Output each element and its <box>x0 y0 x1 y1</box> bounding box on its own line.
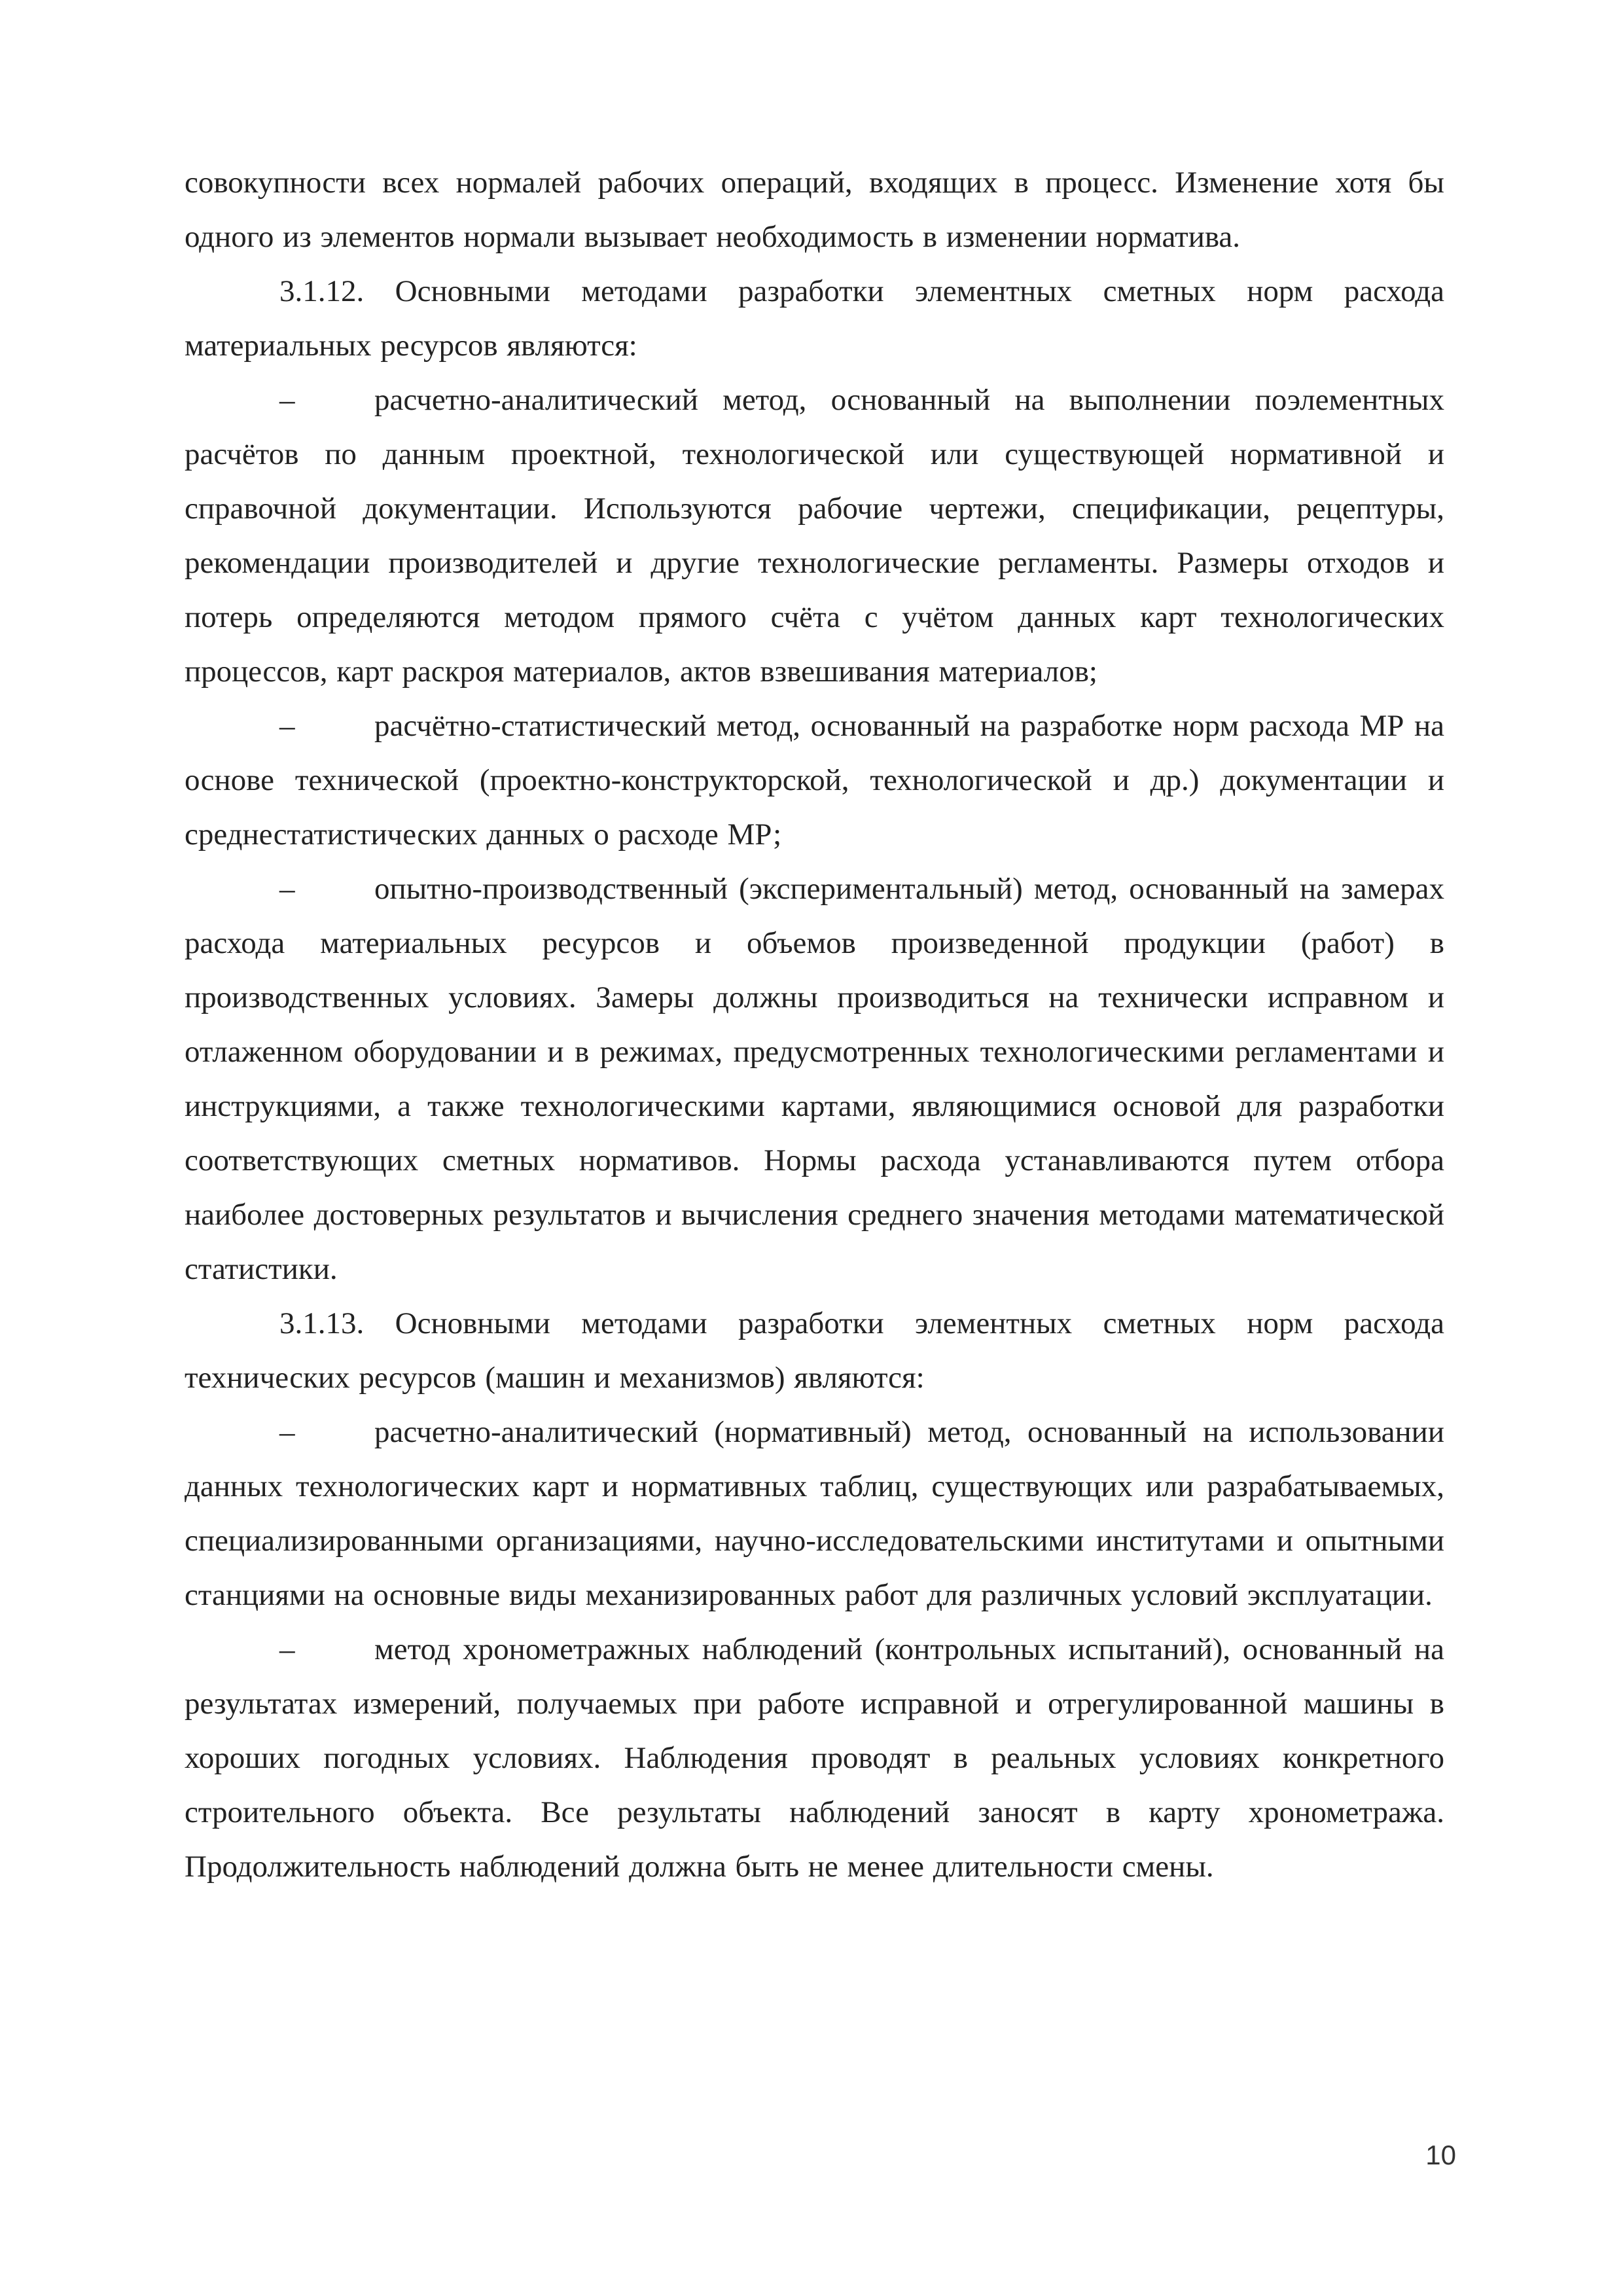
page-number: 10 <box>1425 2140 1456 2170</box>
paragraph-continuation: совокупности всех нормалей рабочих операций, входящих в процесс. Изменение хотя бы одного из элементов нормали вызывает необходимость в изменении норматива. <box>185 166 1444 254</box>
list-dash: – <box>279 709 295 743</box>
document-body <box>185 156 1444 1894</box>
list-item-text: расчетно-аналитический (нормативный) метод, основанный на использовании данных технологических карт и нормативных таблиц, существующих или разрабатываемых, специализированными организациями, научно-исследовательскими институтами и опытными станциями на основные виды механизированных работ для различных условий эксплуатации. <box>185 1415 1444 1612</box>
paragraph-3-1-12: 3.1.12. Основными методами разработки элементных сметных норм расхода материальных ресурсов являются: <box>185 274 1444 363</box>
list-dash: – <box>279 1415 295 1449</box>
list-item-text: метод хронометражных наблюдений (контрольных испытаний), основанный на результатах измерений, получаемых при работе исправной и отрегулированной машины в хороших погодных условиях. Наблюдения проводят в реальных условиях конкретного строительного объекта. Все результаты наблюдений заносят в карту хронометража. Продолжительность наблюдений должна быть не менее длительности смены. <box>185 1632 1444 1884</box>
list-item-calc-analytical-machines <box>185 1405 1444 1623</box>
list-item-timing-observations <box>185 1623 1444 1894</box>
list-item-calc-analytical-materials <box>185 373 1444 699</box>
list-item-text: опытно-производственный (экспериментальный) метод, основанный на замерах расхода материальных ресурсов и объемов произведенной продукции (работ) в производственных условиях. Замеры должны производиться на технически исправном и отлаженном оборудовании и в режимах, предусмотренных технологическими регламентами и инструкциями, а также технологическими картами, являющимися основой для разработки соответствующих сметных нормативов. Нормы расхода устанавливаются путем отбора наиболее достоверных результатов и вычисления среднего значения методами математической статистики. <box>185 872 1444 1286</box>
list-dash: – <box>279 1632 295 1666</box>
list-item-experimental-materials <box>185 862 1444 1297</box>
list-dash: – <box>279 872 295 906</box>
list-dash: – <box>279 383 295 417</box>
list-item-text: расчётно-статистический метод, основанный на разработке норм расхода МР на основе технической (проектно-конструкторской, технологической и др.) документации и среднестатистических данных о расходе МР; <box>185 709 1444 852</box>
list-item-calc-statistical-materials <box>185 699 1444 862</box>
paragraph-3-1-13: 3.1.13. Основными методами разработки элементных сметных норм расхода технических ресурсов (машин и механизмов) являются: <box>185 1306 1444 1395</box>
list-item-text: расчетно-аналитический метод, основанный на выполнении поэлементных расчётов по данным проектной, технологической или существующей нормативной и справочной документации. Используются рабочие чертежи, спецификации, рецептуры, рекомендации производителей и другие технологические регламенты. Размеры отходов и потерь определяются методом прямого счёта с учётом данных карт технологических процессов, карт раскроя материалов, актов взвешивания материалов; <box>185 383 1444 689</box>
